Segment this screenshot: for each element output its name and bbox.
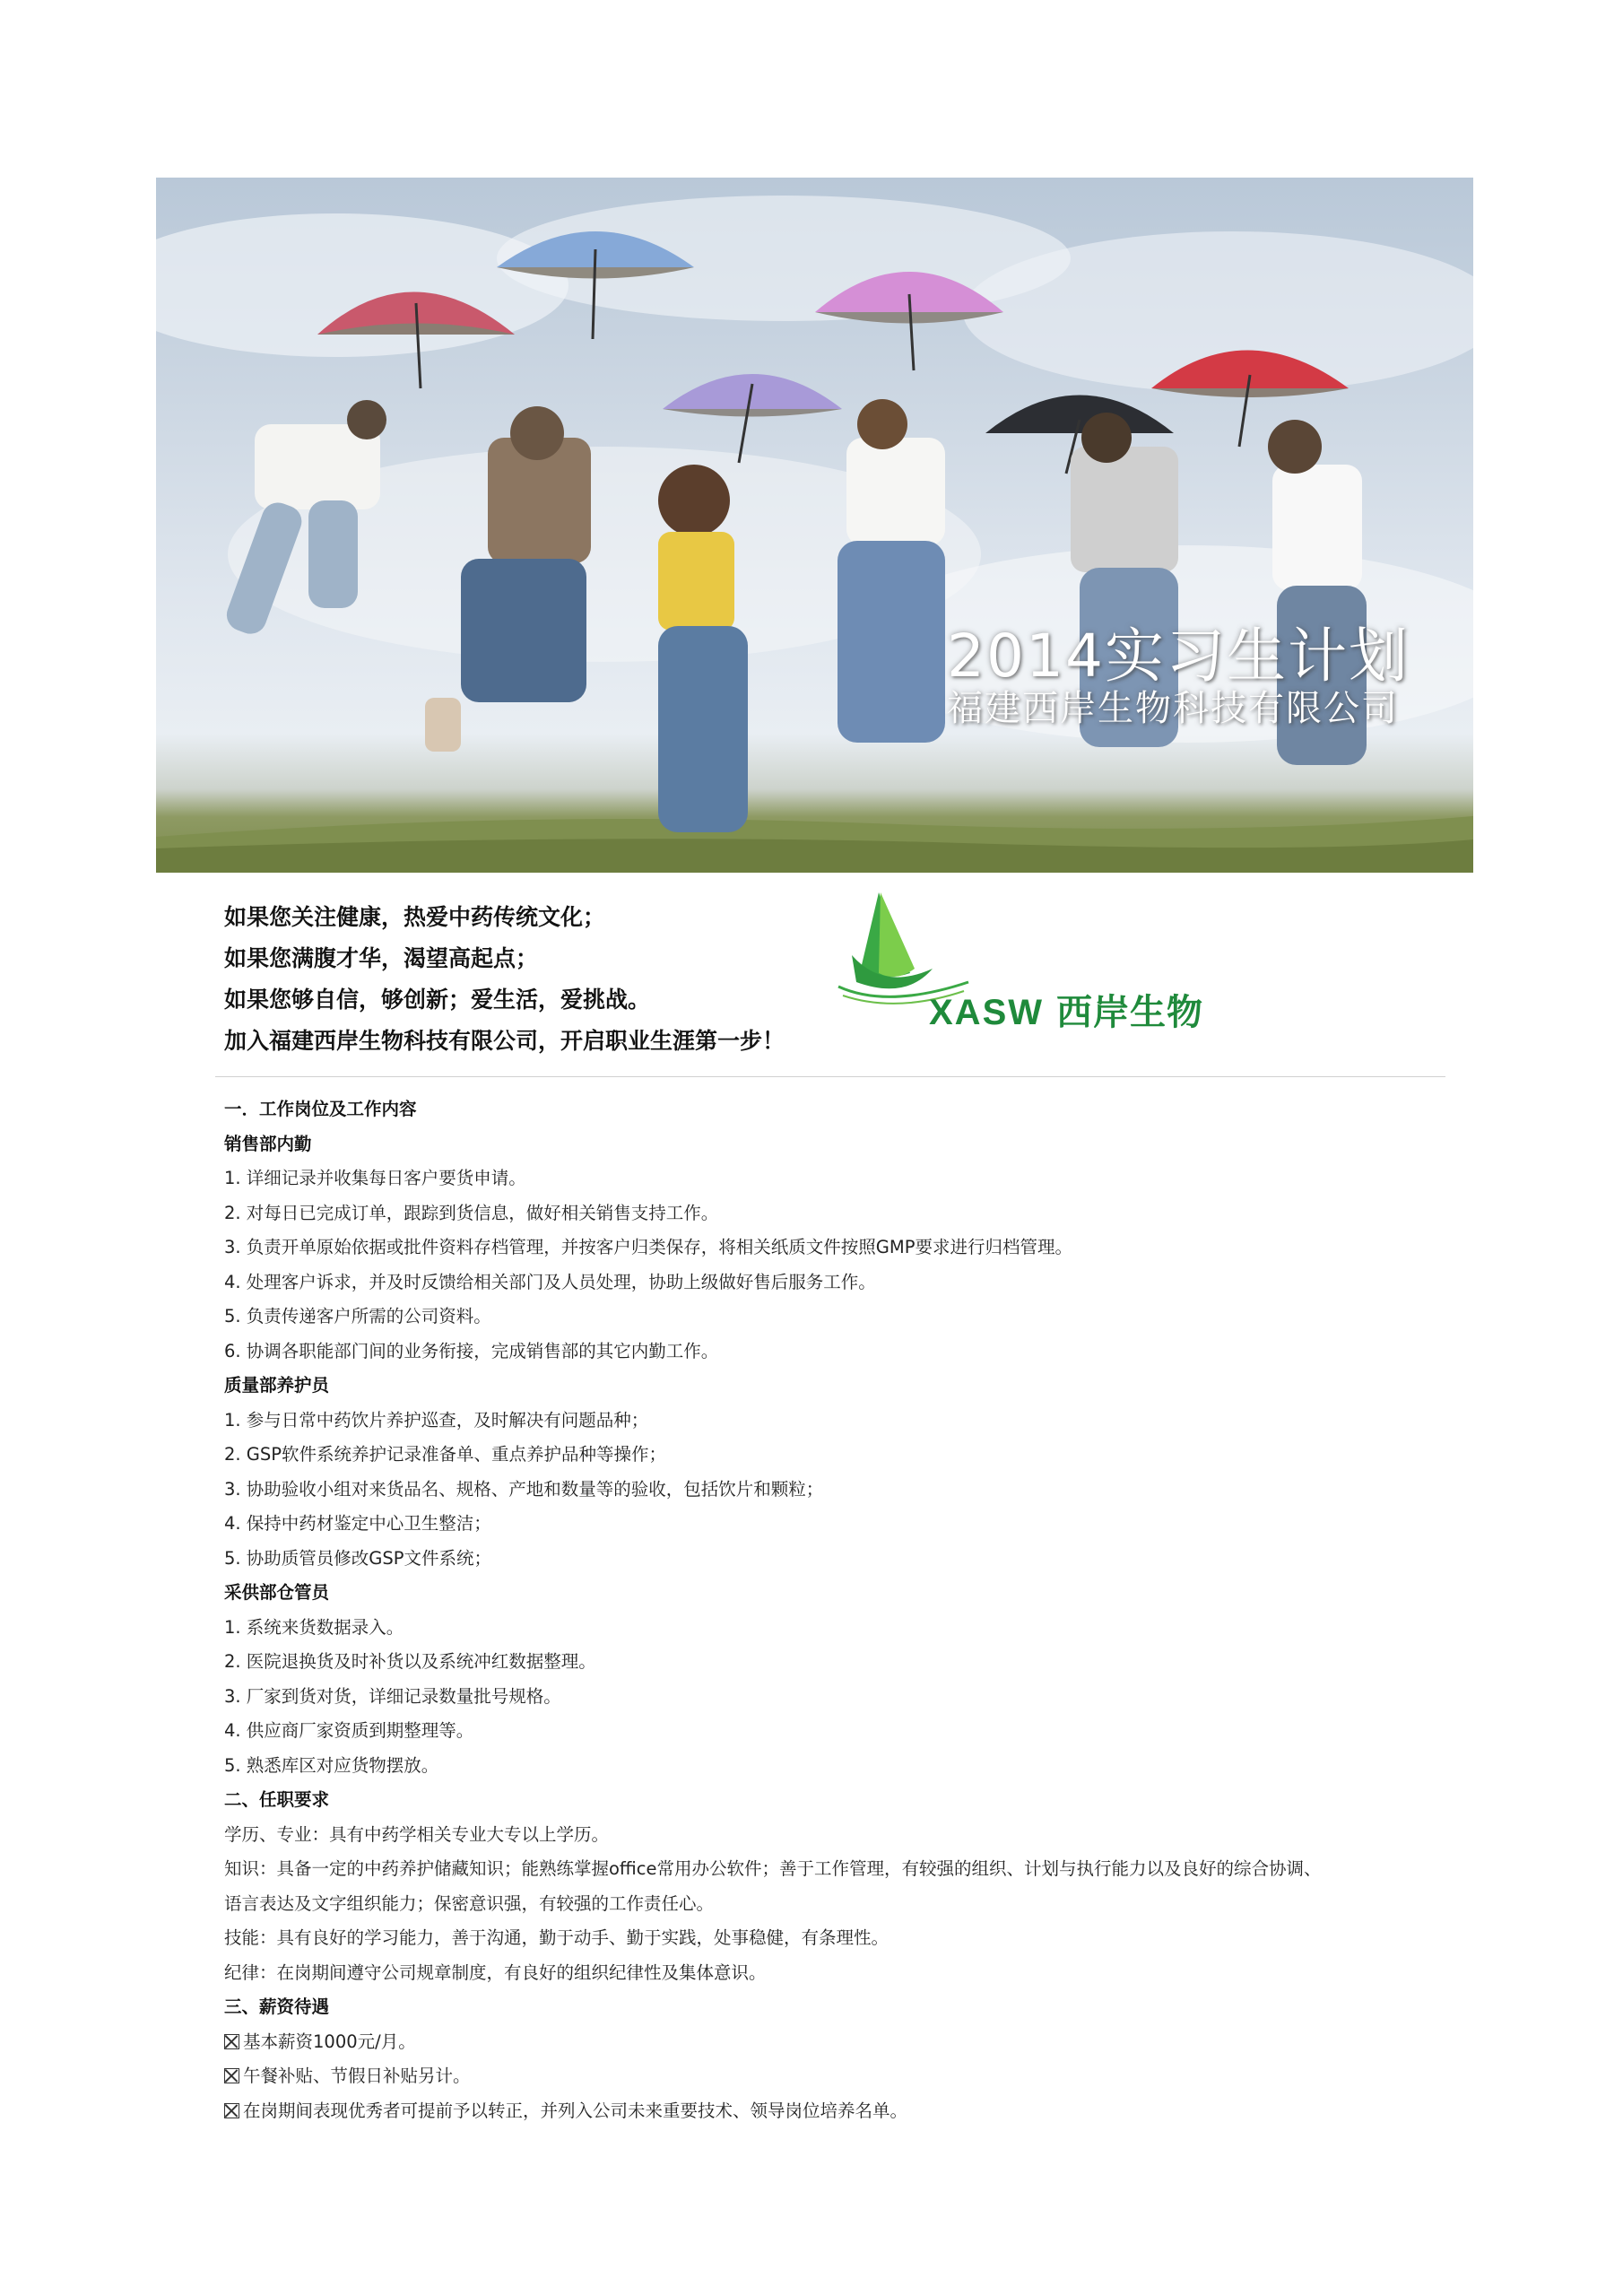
list-item: 学历、专业：具有中药学相关专业大专以上学历。 (224, 1823, 610, 1845)
logo-chinese: 西岸生物 (1056, 993, 1203, 1032)
list-item: 1. 系统来货数据录入。 (224, 1616, 404, 1638)
list-item (224, 2059, 1462, 2094)
checkbox-icon (224, 2068, 239, 2083)
banner-subtitle: 福建西岸生物科技有限公司 (947, 688, 1399, 729)
logo-text (929, 984, 1203, 1035)
person-4 (838, 399, 945, 743)
banner-title: 2014实习生计划 (947, 622, 1410, 691)
section-title: 三、薪资待遇 (224, 1996, 330, 2017)
section-title: 二、任职要求 (224, 1789, 330, 1810)
subsection-title: 销售部内勤 (224, 1133, 312, 1154)
slogan (224, 897, 870, 1062)
list-item: 3. 厂家到货对货，详细记录数量批号规格。 (224, 1685, 561, 1707)
list-item: 2. 对每日已完成订单，跟踪到货信息，做好相关销售支持工作。 (224, 1202, 719, 1223)
list-item: 5. 负责传递客户所需的公司资料。 (224, 1306, 491, 1326)
list-item (224, 2025, 1462, 2060)
company-logo (834, 883, 1237, 1045)
list-item: 5. 熟悉库区对应货物摆放。 (224, 1754, 439, 1776)
list-item: 3. 负责开单原始依据或批件资料存档管理，并按客户归类保存，将相关纸质文件按照GMP要求进行归档管理。 (224, 1237, 1072, 1257)
slogan-line: 如果您满腹才华，渴望高起点； (224, 945, 539, 971)
slogan-line: 加入福建西岸生物科技有限公司，开启职业生涯第一步！ (224, 1028, 785, 1054)
subsection-title: 质量部养护员 (224, 1375, 330, 1396)
divider (215, 1076, 1445, 1077)
subsection-title: 采供部仓管员 (224, 1582, 330, 1603)
checkbox-icon (224, 2103, 239, 2118)
job-description (224, 1092, 1462, 2128)
logo-latin: XASW (929, 993, 1044, 1032)
slogan-line: 如果您够自信，够创新；爱生活，爱挑战。 (224, 987, 651, 1013)
list-item: 4. 保持中药材鉴定中心卫生整洁； (224, 1513, 491, 1534)
banner-photo (156, 178, 1473, 873)
list-item: 知识：具备一定的中药养护储藏知识；能熟练掌握office常用办公软件；善于工作管理，有较强的组织、计划与执行能力以及良好的综合协调、 (224, 1858, 1322, 1879)
list-item: 2. GSP软件系统养护记录准备单、重点养护品种等操作； (224, 1444, 667, 1465)
list-item: 6. 协调各职能部门间的业务衔接，完成销售部的其它内勤工作。 (224, 1340, 719, 1361)
list-item: 2. 医院退换货及时补货以及系统冲红数据整理。 (224, 1651, 596, 1672)
list-item: 技能：具有良好的学习能力，善于沟通，勤于动手、勤于实践，处事稳健，有条理性。 (224, 1927, 890, 1948)
list-item: 5. 协助质管员修改GSP文件系统； (224, 1547, 492, 1569)
list-item: 1. 详细记录并收集每日客户要货申请。 (224, 1168, 526, 1188)
pay-item-text: 基本薪资1000元/月。 (243, 2031, 416, 2052)
list-item: 3. 协助验收小组对来货品名、规格、产地和数量等的验收，包括饮片和颗粒； (224, 1478, 824, 1500)
list-item: 4. 供应商厂家资质到期整理等。 (224, 1720, 474, 1741)
checkbox-icon (224, 2034, 239, 2049)
section-title: 一．工作岗位及工作内容 (224, 1099, 417, 1119)
pay-item-text: 午餐补贴、节假日补贴另计。 (243, 2066, 471, 2086)
list-item: 1. 参与日常中药饮片养护巡查，及时解决有问题品种； (224, 1409, 649, 1431)
slogan-line: 如果您关注健康，热爱中药传统文化； (224, 904, 606, 930)
list-item: 纪律：在岗期间遵守公司规章制度，有良好的组织纪律性及集体意识。 (224, 1961, 767, 1983)
list-item (224, 2094, 1462, 2129)
list-item: 4. 处理客户诉求，并及时反馈给相关部门及人员处理，协助上级做好售后服务工作。 (224, 1271, 876, 1292)
pay-item-text: 在岗期间表现优秀者可提前予以转正，并列入公司未来重要技术、领导岗位培养名单。 (243, 2100, 908, 2121)
banner-illustration (156, 178, 1473, 873)
list-item: 语言表达及文字组织能力；保密意识强，有较强的工作责任心。 (224, 1892, 715, 1914)
